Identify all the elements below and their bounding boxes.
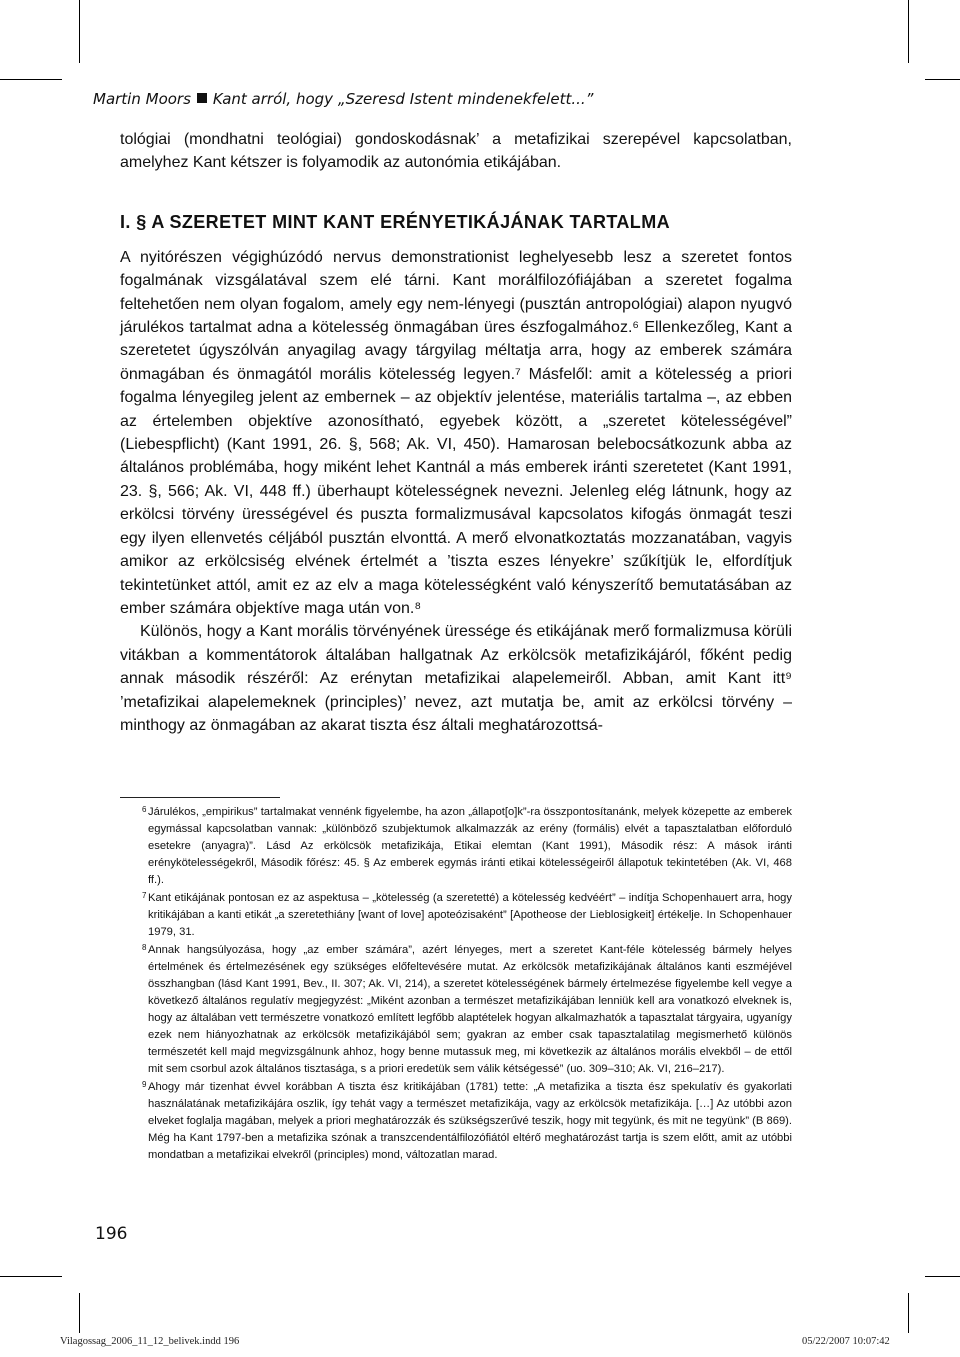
section-title: I. § A SZERETET MINT KANT ERÉNYETIKÁJÁNAK TARTALMA: [120, 211, 670, 232]
footnote-rule: [120, 797, 280, 798]
footnote-number: 9: [142, 1080, 147, 1089]
footnote-number: 6: [142, 805, 147, 814]
running-header: [93, 90, 593, 108]
footnote-text: Annak hangsúlyozása, hogy „az ember számára”, azért lényeges, mert a szeretet Kant-féle kötelesség bármely helyes értelmének és értelmezésének egy szükséges előfeltevésére mutat. Az erkölcsök metafizikájának általános kanti eszméjével összhangban (lásd Kant 1991, Bev., II. 307; Ak. VI, 214), a szeretet kötelességének bármely értelmezése figyelembe kell vegye a következő általános regulatív megjegyzést: „Miként azonban a természet metafizikájában lenniük kell ara vonatkozó elveknek is, hogy az általában vett természetre vonatkozó említett legfőbb alaptételek hogyan alkalmazhatók a tapasztalat tárgyaira, ugyanígy ezek nem hiányozhatnak az erkölcsök metafizikájából sem; gyakran az ember csak tapasztalatilag megismerhető különös természetét kell majd megvizsgálnunk ahhoz, hogy benne mutassuk meg, mi következik az általános morális elvekből – de ettől mit sem csorbul azok általános tisztasága, s a priori eredetük sem válik kétségessé” (uo. 309–310; Ak. VI, 216–217).: [148, 944, 792, 1075]
footnote: [142, 890, 792, 941]
main-text: [120, 128, 792, 737]
print-slug-timestamp: 05/22/2007 10:07:42: [802, 1336, 890, 1347]
crop-mark: [0, 79, 62, 80]
crop-mark: [908, 1293, 909, 1333]
crop-mark: [925, 79, 960, 80]
print-slug-file: Vilagossag_2006_11_12_belivek.indd 196: [60, 1336, 240, 1347]
header-title: Kant arról, hogy „Szeresd Istent mindenekfelett...”: [212, 90, 594, 108]
footnote-text: Kant etikájának pontosan ez az aspektusa – „kötelesség (a szeretetté) a kötelesség kedvéért” – indítja Schopenhauert arra, hogy kritikájában a kanti etikát „a szeretethiány [want of love] apoteózisaként” [Apotheose der Lieblosigkeit] értékelje. In Schopenhauer 1979, 31.: [148, 892, 792, 938]
footnotes: [142, 804, 792, 1165]
crop-mark: [79, 0, 80, 63]
footnote: [142, 804, 792, 889]
footnote-text: Járulékos, „empirikus” tartalmakat vennénk figyelembe, ha azon „állapot[o]k”-ra összpontosítanánk, melyek közepette az emberek egymással kapcsolatban vannak: „különböző szubjektumok alkalmazzák az erény (formális) elvét a tapasztalatban előforduló esetekre (anyagra)”. Lásd Az erkölcsök metafizikája, Etikai elemtan (Kant 1991), Második rész: A mások iránti erénykötelességekről, Második főrész: 45. § Az emberek egymás iránti etikai kötelességeiről állapotuk tekintetében (Ak. VI, 468 ff.).: [148, 806, 792, 886]
square-bullet-icon: [197, 93, 207, 103]
crop-mark: [925, 1276, 960, 1277]
footnote: [142, 942, 792, 1078]
header-author: Martin Moors: [93, 90, 191, 108]
crop-mark: [79, 1293, 80, 1333]
footnote-text: Ahogy már tizenhat évvel korábban A tiszta ész kritikájában (1781) tette: „A metafizika a tiszta ész spekulatív és gyakorlati használatának metafizikájára oszlik, így tehát vagy a természet metafizikája, vagy az erkölcsök metafizikája. […] Az utóbbi azon elveket foglalja magában, melyek a priori meghatározzák és szükségszerűvé teszik, hogy mit tegyünk, és mit ne tegyünk” (B 869). Még ha Kant 1797-ben a metafizika szónak a transzcendentálfilozófiától eltérő meghatározást tartja is szem előtt, amit az utóbbi mondatban a metafizikai elvekről (principles) mond, változatlan marad.: [148, 1081, 792, 1161]
crop-mark: [908, 0, 909, 63]
footnote: [142, 1079, 792, 1164]
body-paragraph: Különös, hogy a Kant morális törvényének üressége és etikájának merő formalizmusa körüli vitákban a kommentátorok általában hallgatnak Az erkölcsök metafizikájáról, főként pedig annak második részéről: Az erénytan metafizikai alapelemeiről. Abban, amit Kant itt⁹ ’metafizikai alapelemeknek (principles)’ nevez, azt mutatja be, amit az erkölcsi törvény – minthogy az önmagában az akarat tiszta ész általi meghatározottsá-: [120, 623, 792, 734]
page-number: 196: [95, 1224, 128, 1244]
footnote-number: 7: [142, 891, 147, 900]
footnote-number: 8: [142, 943, 147, 952]
intro-paragraph: tológiai (mondhatni teológiai) gondoskodásnak’ a metafizikai szerepével kapcsolatban, amelyhez Kant kétszer is folyamodik az autonómia etikájában.: [120, 131, 792, 172]
body-paragraph: A nyitórészen végighúzódó nervus demonstrationist leghelyesebb lesz a szeretet fontos fogalmának vizsgálatával szem elé tárni. Kant morálfilozófiájában a szeretet fogalma feltehetően nem olyan fogalom, amely egy nem-lényegi (pusztán antropológiai) alapon nyugvó járulékos tartalmat adna a kötelesség önmagában üres észfogalmához.⁶ Ellenkezőleg, Kant a szeretetet úgyszólván anyagilag avagy tárgyilag méltatja arra, hogy az emberek számára önmagában és önmagától morális kötelesség legyen.⁷ Másfelől: amit a kötelesség a priori fogalma lényegileg jelent az embernek – az objektív jelentése, materiális tartalma –, az ebben az értelemben objektíve azonosítható, egyebek között, a „szeretet kötelességével” (Liebespflicht) (Kant 1991, 26. §, 568; Ak. VI, 450). Hamarosan belebocsátkozunk abba az általános problémába, hogy miként lehet Kantnál a más emberek iránti szeretetet (Kant 1991, 23. §, 566; Ak. VI, 448 ff.) überhaupt kötelességnek nevezni. Jelenleg elég látnunk, hogy az erkölcsi törvény ürességével és puszta formalizmusával kapcsolatos kifogás önmagát teszi egy ilyen ellenvetés céljából pusztán elvonttá. A merő elvonatkoztatás mozzanatában, vagyis amikor az erkölcsiség elvének értelmét a ’tiszta eszes lényekre’ szűkítjük le, elfordítjuk tekintetünket attól, amit ez az elv a maga kötelességként való kényszerítő bemutatásában az ember számára objektíve maga után von.⁸: [120, 248, 792, 617]
crop-mark: [0, 1276, 62, 1277]
